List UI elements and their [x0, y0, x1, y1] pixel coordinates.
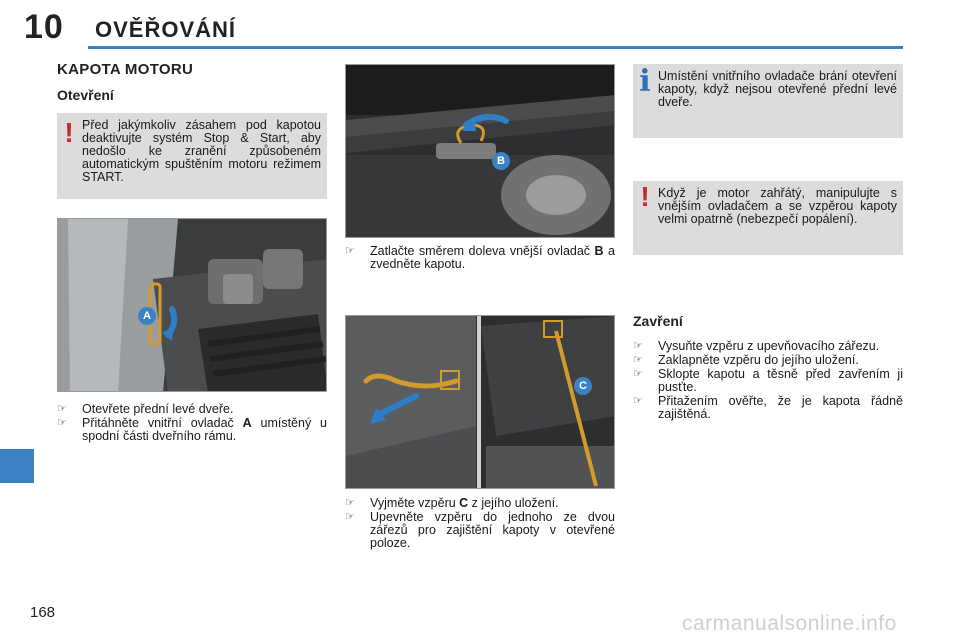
photo-external-release: [345, 64, 615, 238]
bullet-icon: ☞: [345, 511, 355, 523]
chapter-side-tab: [0, 449, 34, 483]
steps-mid-bottom-list: [345, 497, 615, 551]
photo-interior-release: [57, 218, 327, 392]
label-c: C: [574, 377, 592, 395]
bullet-icon: ☞: [633, 368, 643, 380]
watermark: carmanualsonline.info: [682, 612, 897, 635]
list-item: ☞ Přitažením ověřte, že je kapota řádně zajištěná.: [633, 394, 903, 421]
list-item: ☞ Vyjměte vzpěru C z jejího uložení.: [345, 496, 559, 510]
bullet-icon: ☞: [633, 395, 643, 407]
list-item: ☞ Zaklapněte vzpěru do jejího uložení.: [633, 353, 859, 367]
photo-hood-strut: [345, 315, 615, 489]
list-item: ☞ Sklopte kapotu a těsně před zavřením ji pusťte.: [633, 367, 903, 394]
list-item: ☞ Přitáhněte vnitřní ovladač A umístěný u spodní části dveřního rámu.: [57, 416, 327, 443]
warning-note-text: Před jakýmkoliv zásahem pod kapotou deaktivujte systém Stop & Start, aby nedošlo ke zranění způsobeném automatickým spuštěním motoru režimem START.: [82, 118, 321, 184]
page-number: 168: [30, 604, 56, 621]
bullet-icon: ☞: [633, 340, 643, 352]
section-title: KAPOTA MOTORU: [57, 61, 194, 78]
steps-mid-top-list: [345, 245, 615, 272]
steps-left-list: [57, 403, 327, 444]
info-icon: i: [639, 64, 651, 99]
bullet-icon: ☞: [57, 417, 67, 429]
warning-icon: !: [64, 117, 74, 148]
illustration-hood-strut: [346, 316, 615, 489]
bullet-icon: ☞: [57, 403, 67, 415]
chapter-number: 10: [24, 8, 64, 46]
closing-title: Zavření: [633, 313, 683, 329]
list-item: ☞ Otevřete přední levé dveře.: [57, 402, 234, 416]
warning-note-stop-start: [57, 113, 327, 199]
info-note: [633, 64, 903, 138]
illustration-external-release: [346, 65, 615, 238]
header-rule: [88, 46, 903, 49]
steps-closing-list: [633, 340, 903, 422]
label-b: B: [492, 152, 510, 170]
list-item: ☞ Zatlačte směrem doleva vnější ovladač B a zvedněte kapotu.: [345, 244, 615, 271]
list-item: ☞ Vysuňte vzpěru z upevňovacího zářezu.: [633, 339, 880, 353]
warning-icon: !: [640, 181, 650, 212]
warning-hot-text: Když je motor zahřátý, manipulujte s vnějším ovladačem a se vzpěrou kapoty velmi opatrně (nebezpečí popálení).: [658, 186, 897, 226]
opening-title: Otevření: [57, 87, 114, 103]
bullet-icon: ☞: [345, 245, 355, 257]
illustration-interior-release: [58, 219, 327, 392]
bullet-icon: ☞: [345, 497, 355, 509]
chapter-title: OVĚŘOVÁNÍ: [95, 17, 237, 42]
info-note-text: Umístění vnitřního ovladače brání otevření kapoty, když nejsou otevřené přední levé dveře.: [658, 69, 897, 109]
list-item: ☞ Upevněte vzpěru do jednoho ze dvou zářezů pro zajištění kapoty v otevřené poloze.: [345, 510, 615, 550]
warning-note-hot: [633, 181, 903, 255]
label-a: A: [138, 307, 156, 325]
bullet-icon: ☞: [633, 354, 643, 366]
